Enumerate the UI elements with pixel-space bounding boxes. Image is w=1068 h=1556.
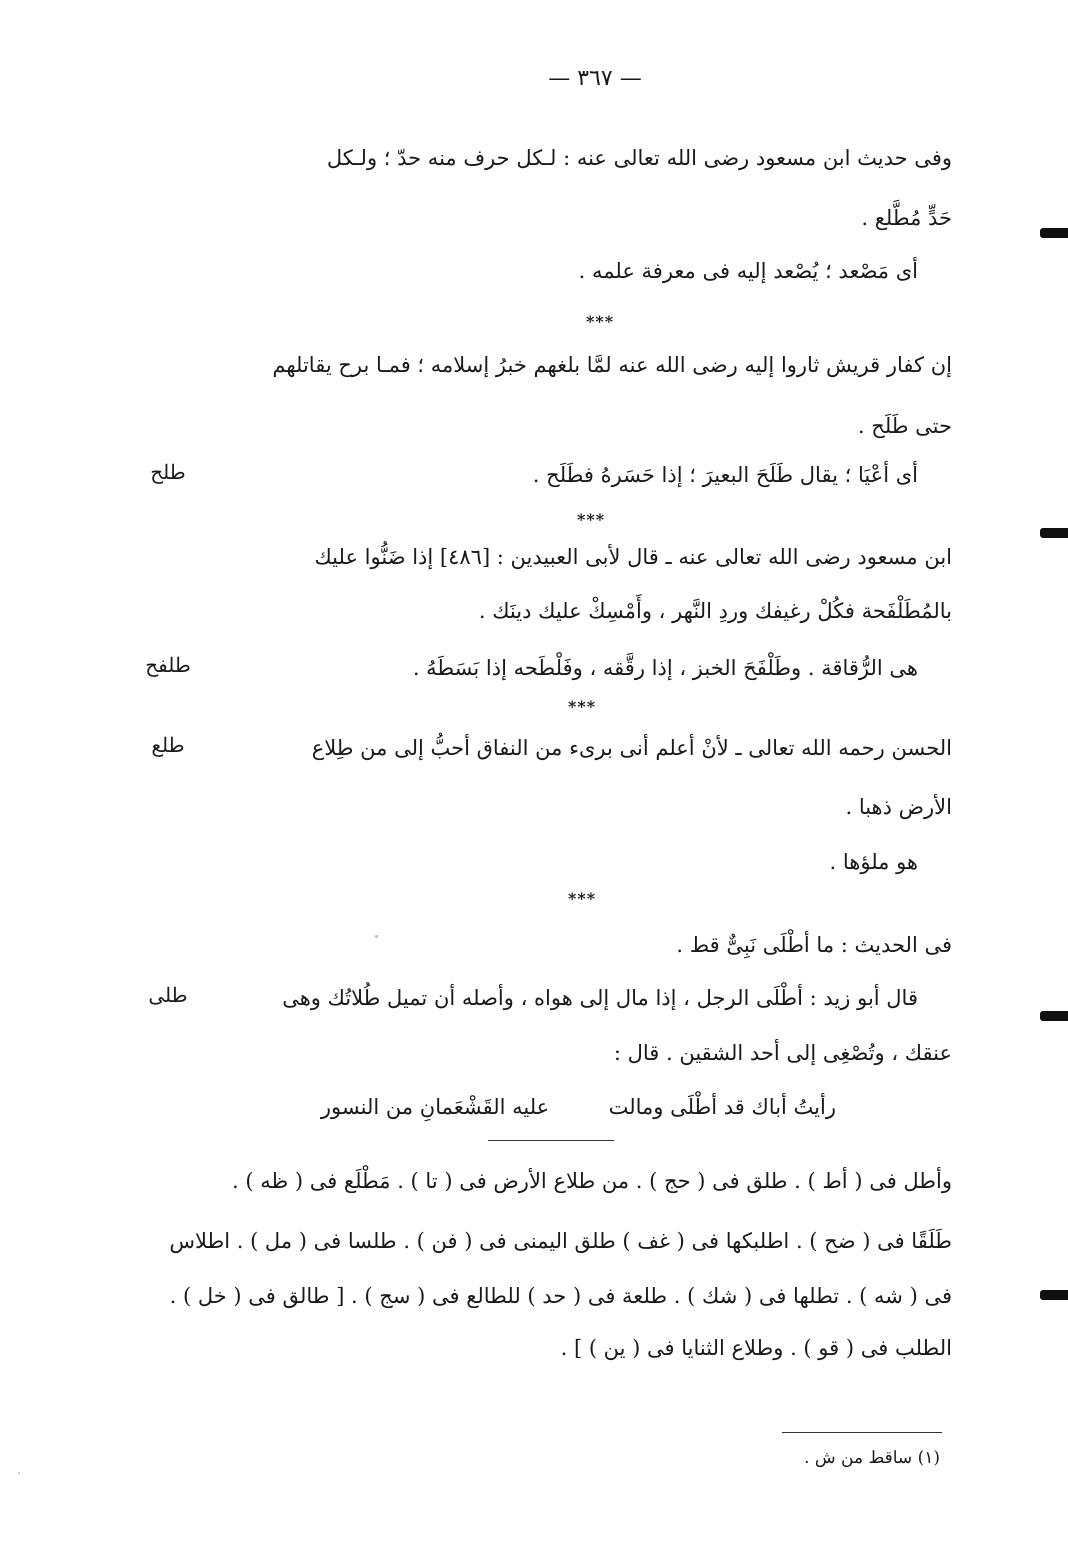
entry-1-line-2: حَدٍّ مُطَّلع . [861,206,952,230]
entry-5-line-1: فى الحديث : ما أطْلَى نَبِىٌّ قط . [676,933,952,957]
page-number: — ٣٦٧ — [548,66,642,91]
entry-2-explanation: أى أعْيَا ؛ يقال طَلَحَ البعيرَ ؛ إذا حَسَرهُ فطَلَح . [532,463,918,487]
cross-ref-line-3: فى ( شه ) . تطلها فى ( شك ) . طلعة فى ( حد ) للطالع فى ( سج ) . [ طالق فى ( خل ) . [169,1284,952,1308]
entry-1-explanation: أى مَصْعد ؛ يُصْعد إليه فى معرفة علمه . [578,259,918,283]
margin-root-tl3: طلع [151,733,185,757]
entry-3-line-1: ابن مسعود رضى الله تعالى عنه ـ قال لأبى العبيدين : [٤٨٦] إذا ضَنُّوا عليك [314,545,952,569]
cross-ref-line-2: طَلَقًا فى ( ضح ) . اطلبكها فى ( غف ) طلق اليمنى فى ( فن ) . طلسا فى ( مل ) . اطلاس [169,1229,952,1253]
separator-stars: *** [568,697,597,716]
margin-root-tlh: طلح [150,460,186,484]
verse [320,1092,836,1122]
edge-tab [1040,228,1068,238]
cross-ref-line-4: الطلب فى ( قو ) . وطلاع الثنايا فى ( ين ) ] . [560,1336,952,1360]
scan-speck [375,935,378,938]
entry-3-explanation: هى الرُّقاقة . وطَلْفَحَ الخبز ، إذا رقَّقه ، وفَلْطَحه إذا بَسَطَهُ . [412,656,918,680]
scan-speck [18,1472,20,1474]
verse-second-hemistich: عليه القَشْعَمانِ من النسور [320,1095,550,1119]
entry-3-line-2: بالمُطَلْفَحة فكُلْ رغيفك وردِ النَّهر ، وأَمْسِكْ عليك دينَك . [478,599,952,623]
footnote-rule [782,1432,942,1433]
entry-5-line-2: قال أبو زيد : أطْلَى الرجل ، إذا مال إلى هواه ، وأصله أن تميل طُلاتُك وهى [282,986,918,1010]
separator-stars: *** [577,510,606,529]
section-divider [488,1140,614,1141]
edge-tab [1040,1011,1068,1021]
entry-4-line-2: الأرض ذهبا . [845,795,952,819]
footnote: (١) ساقط من ش . [804,1448,940,1468]
entry-4-explanation: هو ملؤها . [829,850,918,874]
entry-1-line-1: وفى حديث ابن مسعود رضى الله تعالى عنه : لـكل حرف منه حدّ ؛ ولـكل [326,146,952,170]
entry-2-line-1: إن كفار قريش ثاروا إليه رضى الله عنه لمَّا بلغهم خبرُ إسلامه ؛ فمـا برح يقاتلهم [272,353,952,377]
margin-root-tlfh: طلفح [145,653,191,677]
entry-2-line-2: حتى طَلَح . [857,414,952,438]
separator-stars: *** [586,312,615,331]
entry-4-line-1: الحسن رحمه الله تعالى ـ لأنْ أعلم أنى برىء من النفاق أحبُّ إلى من طِلاع [311,736,952,760]
edge-tab [1040,528,1068,538]
cross-ref-line-1: وأطل فى ( أط ) . طلق فى ( حج ) . من طلاع الأرض فى ( تا ) . مَطْلَع فى ( ظه ) . [231,1169,952,1193]
edge-tab [1040,1290,1068,1300]
entry-5-line-3: عنقك ، وتُصْغِى إلى أحد الشقين . قال : [613,1041,952,1065]
margin-root-tla: طلى [148,983,188,1007]
separator-stars: *** [568,889,597,908]
verse-first-hemistich: رأيتُ أباك قد أطْلَى ومالت [608,1095,836,1119]
